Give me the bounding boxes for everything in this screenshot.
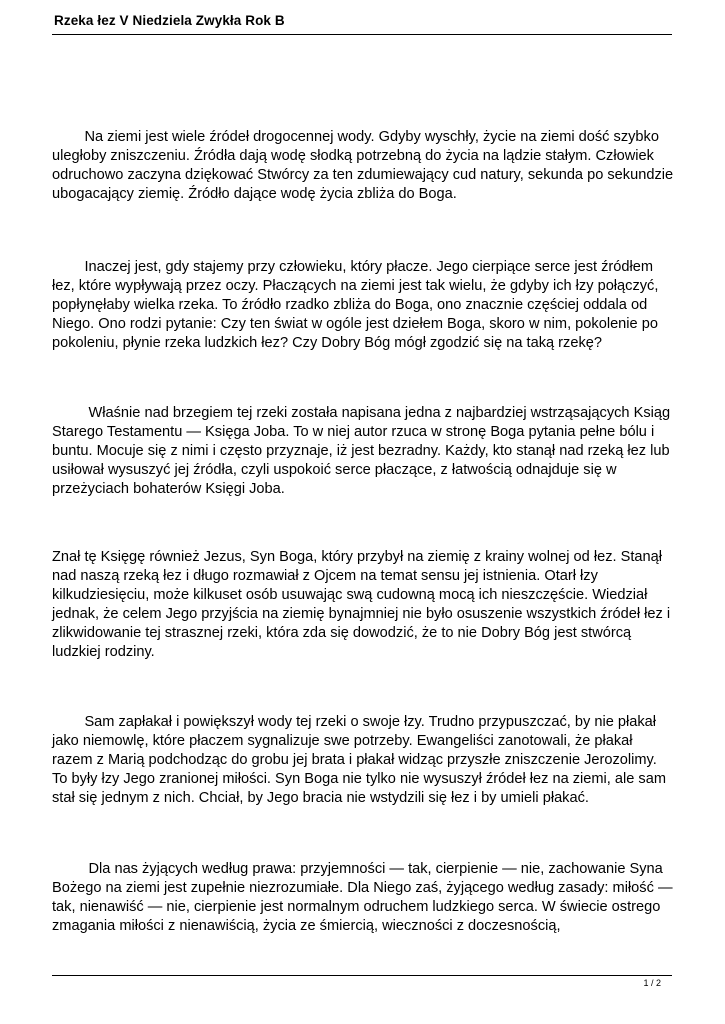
paragraph-2: Inaczej jest, gdy stajemy przy człowieku, który płacze. Jego cierpiące serce jest źródłem łez, które wypływają przez oczy. Płaczących na ziemi jest tak wielu, że gdyby ich łzy połączyć, popłynęłaby wielka rzeka. To źródło rzadko zbliża do Boga, ono znacznie częściej oddala od Niego. Ono rodzi pytanie: Czy ten świat w ogóle jest dziełem Boga, skoro w nim, pokolenie po pokoleniu, płynie rzeka ludzkich łez? Czy Dobry Bóg mógł zgodzić się na taką rzekę?: [52, 259, 663, 351]
paragraph-5: Sam zapłakał i powiększył wody tej rzeki o swoje łzy. Trudno przypuszczać, by nie płakał jako niemowlę, które płaczem sygnalizuje swe potrzeby. Ewangeliści zanotowali, że płakał razem z Marią podchodząc do grobu jej brata i płakał widząc przyszłe zniszczenie Jerozolimy. To były łzy Jego zranionej miłości. Syn Boga nie tylko nie wysuszył źródeł łez na ziemi, ale sam stał się jednym z nich. Chciał, by Jego bracia nie wstydzili się łez i by umieli płakać.: [52, 714, 671, 806]
page-number: 1 / 2: [643, 978, 661, 988]
page-title: Rzeka łez V Niedziela Zwykła Rok B: [54, 13, 285, 28]
footer-rule: [52, 975, 672, 976]
paragraph-4: Znał tę Księgę również Jezus, Syn Boga, który przybył na ziemię z krainy wolnej od łez. Stanął nad naszą rzeką łez i długo rozmawiał z Ojcem na temat sensu jej istnienia. Otarł łzy kilkudziesięciu, może kilkuset osób usuwając swą cudowną mocą ich nieszczęście. Wiedział jednak, że celem Jego przyjścia na ziemię bynajmniej nie było osuszenie wszystkich źródeł łez i zlikwidowanie tej strasznej rzeki, która zda się dowodzić, że to nie Dobry Bóg jest stwórcą ludzkiej rodziny.: [52, 549, 675, 660]
header-rule: [52, 34, 672, 35]
paragraph-6: Dla nas żyjących według prawa: przyjemności — tak, cierpienie — nie, zachowanie Syna Bożego na ziemi jest zupełnie niezrozumiałe. Dla Niego zaś, żyjącego według zasady: miłość — tak, nienawiść — nie, cierpienie jest normalnym odruchem ludzkiego serca. W świecie ostrego zmagania miłości z nienawiścią, życia ze śmiercią, wieczności z doczesnością,: [52, 861, 677, 934]
paragraph-3: Właśnie nad brzegiem tej rzeki została napisana jedna z najbardziej wstrząsających Ksiąg Starego Testamentu — Księga Joba. To w niej autor rzuca w stronę Boga pytania pełne bólu i buntu. Mocuje się z nimi i często przyznaje, iż jest bezradny. Każdy, kto stanął nad rzeką łez lub usiłował wysuszyć jej źródła, czyli uspokoić serce płaczące, z łatwością odnajduje się w przeżyciach bohaterów Księgi Joba.: [52, 405, 675, 497]
paragraph-1: Na ziemi jest wiele źródeł drogocennej wody. Gdyby wyschły, życie na ziemi dość szybko uległoby zniszczeniu. Źródła dają wodę słodką potrzebną do życia na lądzie stałym. Człowiek odruchowo zaczyna dziękować Stwórcy za ten zdumiewający cud natury, sekunda po sekundzie ubogacający ziemię. Źródło dające wodę życia zbliża do Boga.: [52, 129, 678, 202]
